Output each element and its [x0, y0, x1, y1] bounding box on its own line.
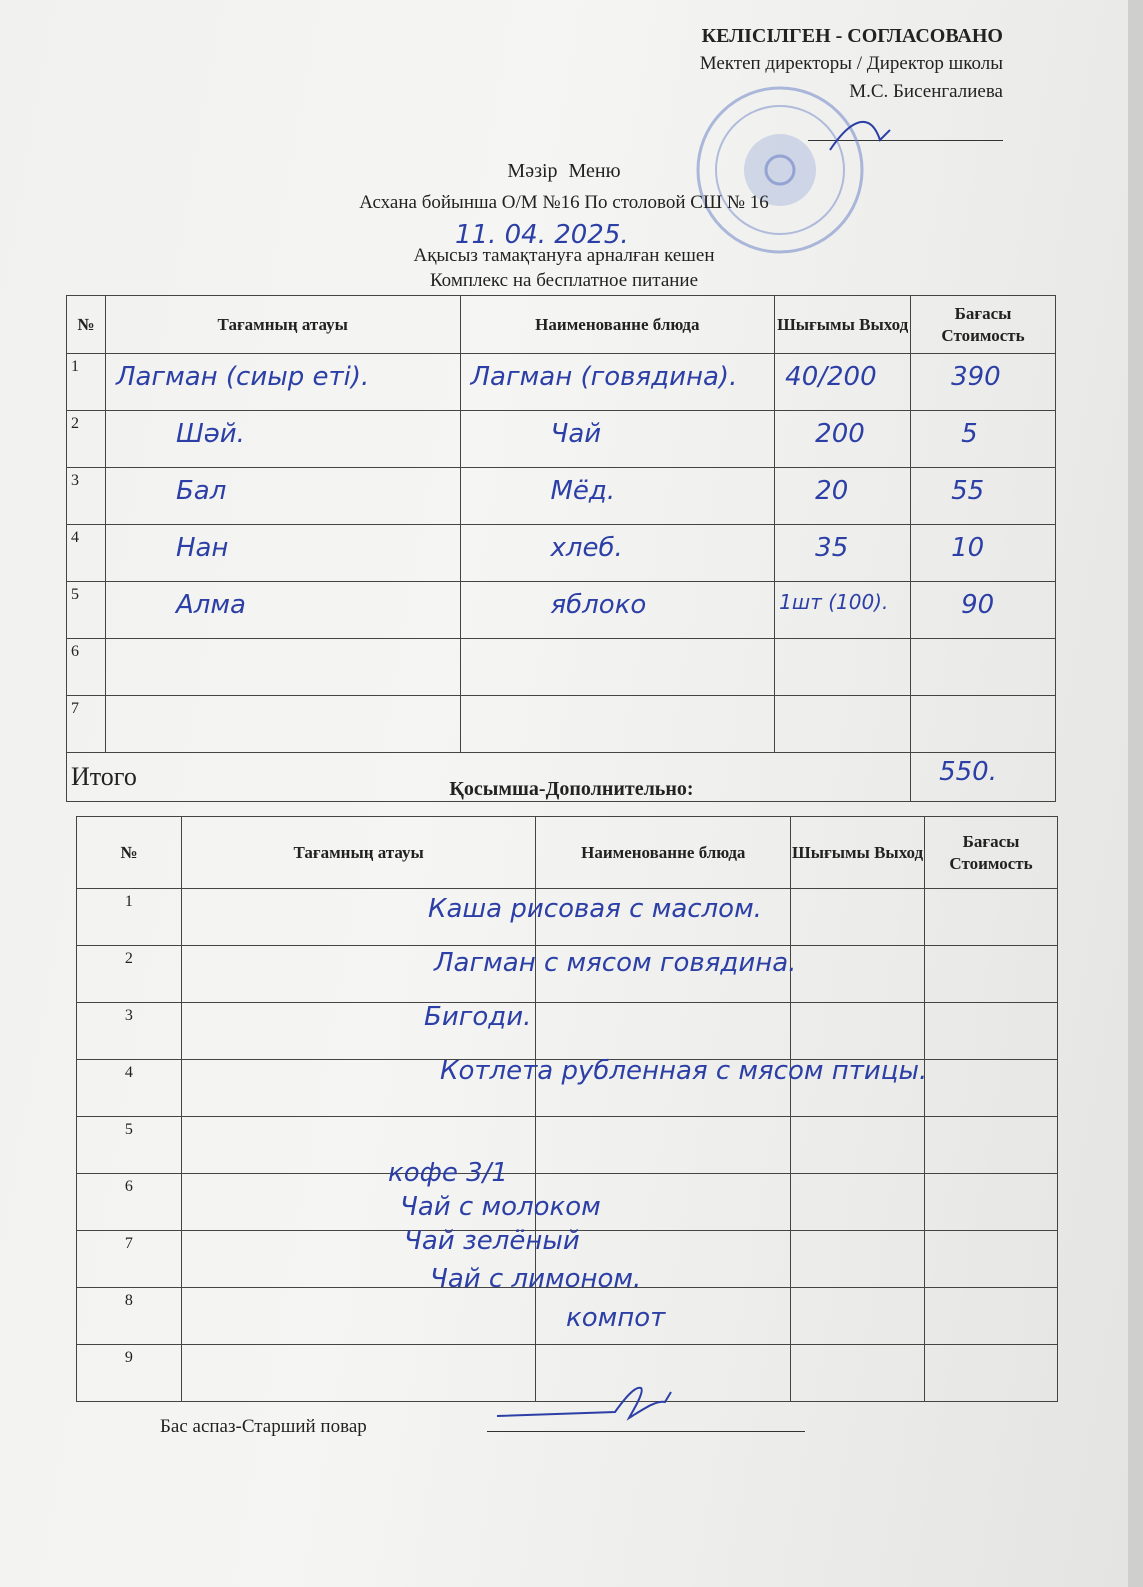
dish-name-ru	[460, 639, 775, 696]
dish-price	[911, 525, 1056, 582]
complex-title-ru: Комплекс на бесплатное питание	[429, 270, 699, 291]
row-number: 9	[77, 1345, 182, 1402]
dish-name-kz	[105, 696, 460, 753]
handwritten-entry: Чай зелёный	[404, 1226, 580, 1256]
dish-output	[775, 411, 911, 468]
complex-title-kz: Ақысыз тамақтануға арналған кешен	[413, 245, 715, 266]
dish-price	[911, 582, 1056, 639]
approval-name: М.С. Бисенгалиева	[849, 81, 1003, 102]
total-value-text: 550.	[939, 757, 997, 787]
table-row	[67, 696, 1056, 753]
row-number: 3	[67, 468, 106, 525]
row-number: 6	[77, 1174, 182, 1231]
approval-heading: КЕЛІСІЛГЕН - СОГЛАСОВАНО	[701, 25, 1003, 47]
dish-output	[775, 525, 911, 582]
col-header-name-kz: Тағамның атауы	[181, 817, 536, 889]
dish-output	[775, 468, 911, 525]
dish-price-text: 55	[951, 476, 985, 506]
handwritten-date: 11. 04. 2025.	[455, 220, 629, 250]
handwritten-entry: Бигоди.	[424, 1002, 532, 1032]
row-number: 4	[67, 525, 106, 582]
col-header-output: Шығымы Выход	[775, 296, 911, 354]
dish-name-kz-text: Бал	[175, 476, 227, 506]
dish-name-ru	[460, 468, 775, 525]
dish-name-ru-text: хлеб.	[550, 533, 623, 563]
dish-name-ru	[460, 696, 775, 753]
dish-name-kz	[105, 411, 460, 468]
dish-price	[911, 354, 1056, 411]
row-number: 7	[77, 1231, 182, 1288]
table-row	[67, 468, 1056, 525]
row-number: 2	[67, 411, 106, 468]
table-row	[67, 411, 1056, 468]
dish-output-text: 200	[815, 419, 865, 449]
handwritten-entry: Лагман с мясом говядина.	[434, 948, 797, 978]
row-number: 5	[77, 1117, 182, 1174]
dish-output-text: 35	[815, 533, 849, 563]
row-number: 1	[67, 354, 106, 411]
dish-name-kz	[105, 582, 460, 639]
dish-name-kz	[105, 468, 460, 525]
table-row	[67, 639, 1056, 696]
dish-name-ru	[460, 582, 775, 639]
dish-name-kz-text: Алма	[175, 590, 246, 620]
dish-name-kz	[105, 639, 460, 696]
dish-name-kz-text: Нан	[175, 533, 229, 563]
additional-title: Қосымша-Дополнительно:	[449, 778, 694, 800]
dish-output	[775, 696, 911, 753]
dish-price-text: 5	[961, 419, 978, 449]
row-number: 5	[67, 582, 106, 639]
handwritten-entry: Котлета рубленная с мясом птицы.	[440, 1056, 928, 1086]
table-row	[67, 525, 1056, 582]
dish-price	[911, 468, 1056, 525]
handwritten-entry: Чай с молоком	[400, 1192, 601, 1222]
dish-name-ru-text: Лагман (говядина).	[470, 362, 738, 392]
dish-output-text: 40/200	[785, 362, 877, 392]
dish-name-kz	[105, 525, 460, 582]
handwritten-entry: Каша рисовая с маслом.	[428, 894, 762, 924]
row-number: 3	[77, 1003, 182, 1060]
dish-price-text: 390	[951, 362, 1001, 392]
handwritten-entry: Чай с лимоном.	[430, 1264, 642, 1294]
row-number: 4	[77, 1060, 182, 1117]
menu-title: Мәзір Меню	[507, 160, 621, 182]
dish-name-ru	[460, 411, 775, 468]
dish-price	[911, 411, 1056, 468]
col-header-price: Бағасы Стоимость	[925, 817, 1058, 889]
head-cook-signature-line	[487, 1431, 805, 1432]
dish-name-kz-text: Шәй.	[175, 419, 245, 449]
free-meal-table	[66, 295, 1056, 802]
dish-price	[911, 639, 1056, 696]
dish-name-ru-text: яблоко	[550, 590, 647, 620]
dish-output	[775, 582, 911, 639]
dish-price	[911, 696, 1056, 753]
dish-output	[775, 354, 911, 411]
col-header-name-kz: Тағамның атауы	[105, 296, 460, 354]
col-header-name-ru: Наименованне блюда	[460, 296, 775, 354]
dish-name-ru	[460, 354, 775, 411]
handwritten-entry: кофе 3/1	[388, 1158, 508, 1188]
row-number: 6	[67, 639, 106, 696]
dish-output-text: 20	[815, 476, 849, 506]
head-cook-signature	[495, 1378, 695, 1428]
total-label: Итого	[67, 753, 911, 802]
col-header-num: №	[77, 817, 182, 889]
dish-name-ru-text: Мёд.	[550, 476, 616, 506]
col-header-name-ru: Наименованне блюда	[536, 817, 791, 889]
dish-name-ru-text: Чай	[550, 419, 602, 449]
canteen-title: Асхана бойынша О/М №16 По столовой СШ № 16	[359, 192, 769, 213]
row-number: 7	[67, 696, 106, 753]
row-number: 1	[77, 889, 182, 946]
table-row	[77, 1117, 1058, 1174]
dish-output	[775, 639, 911, 696]
table-row	[77, 1003, 1058, 1060]
col-header-output: Шығымы Выход	[791, 817, 925, 889]
col-header-price: Бағасы Стоимость	[911, 296, 1056, 354]
dish-price-text: 10	[951, 533, 985, 563]
dish-name-ru	[460, 525, 775, 582]
handwritten-entry: компот	[566, 1303, 666, 1333]
head-cook-label: Бас аспаз-Старший повар	[160, 1416, 367, 1437]
dish-name-kz	[105, 354, 460, 411]
row-number: 2	[77, 946, 182, 1003]
col-header-num: №	[67, 296, 106, 354]
table-row	[67, 354, 1056, 411]
approval-position: Мектеп директоры / Директор школы	[699, 53, 1003, 74]
table-row	[67, 582, 1056, 639]
dish-output-text: 1шт (100).	[779, 590, 889, 614]
row-number: 8	[77, 1288, 182, 1345]
dish-price-text: 90	[961, 590, 995, 620]
dish-name-kz-text: Лагман (сиыр еті).	[115, 362, 370, 392]
